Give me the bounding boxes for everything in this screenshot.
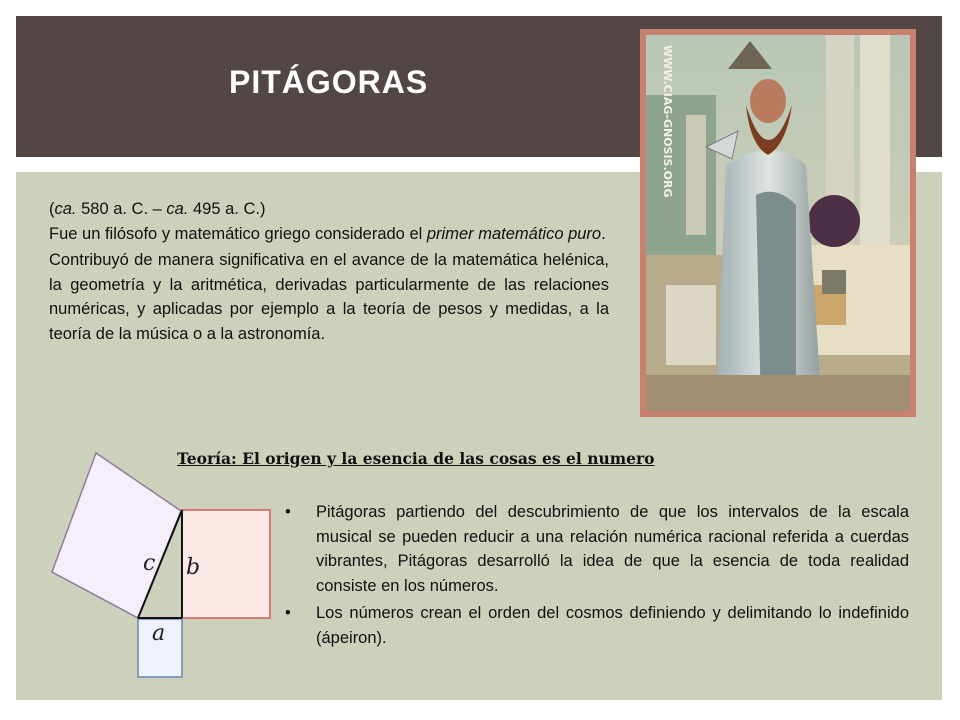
label-b: b bbox=[186, 555, 201, 580]
intro-sentence: Fue un filósofo y matemático griego considerado el primer matemático puro. bbox=[49, 224, 606, 243]
contribution-paragraph: Contribuyó de manera significativa en el avance de la matemática helénica, la geometría y la aritmética, derivadas particularmente de las relaciones numéricas, y aplicadas por ejemplo a la teoría de pesos y medidas, a la teoría de la música o a la astronomía. bbox=[49, 251, 609, 343]
biography-text bbox=[49, 197, 609, 346]
label-a: a bbox=[152, 621, 166, 646]
portrait-watermark: WWW.CIAG-GNOSIS.ORG bbox=[661, 45, 674, 198]
pythagorean-diagram bbox=[42, 450, 282, 690]
list-item: • Pitágoras partiendo del descubrimiento de que los intervalos de la escala musical se pueden reducir a una relación numérica racional referida a cuerdas vibrantes, Pitágoras desarrolló la idea de que la esencia de toda realidad consiste en los números. bbox=[285, 500, 909, 598]
label-c: c bbox=[143, 551, 156, 576]
theory-heading: Teoría: El origen y la esencia de las cosas es el numero bbox=[177, 449, 655, 468]
list-item: • Los números crean el orden del cosmos definiendo y delimitando lo indefinido (ápeiron). bbox=[285, 601, 909, 650]
bullet-icon: • bbox=[285, 503, 291, 521]
square-c bbox=[52, 453, 181, 618]
pythagoras-portrait bbox=[640, 29, 916, 417]
bullet-icon: • bbox=[285, 604, 291, 622]
slide-title: PITÁGORAS bbox=[229, 64, 429, 100]
theory-bullets bbox=[285, 500, 909, 653]
portrait-image bbox=[646, 35, 910, 411]
life-dates: (ca. 580 a. C. – ca. 495 a. C.) bbox=[49, 200, 266, 218]
